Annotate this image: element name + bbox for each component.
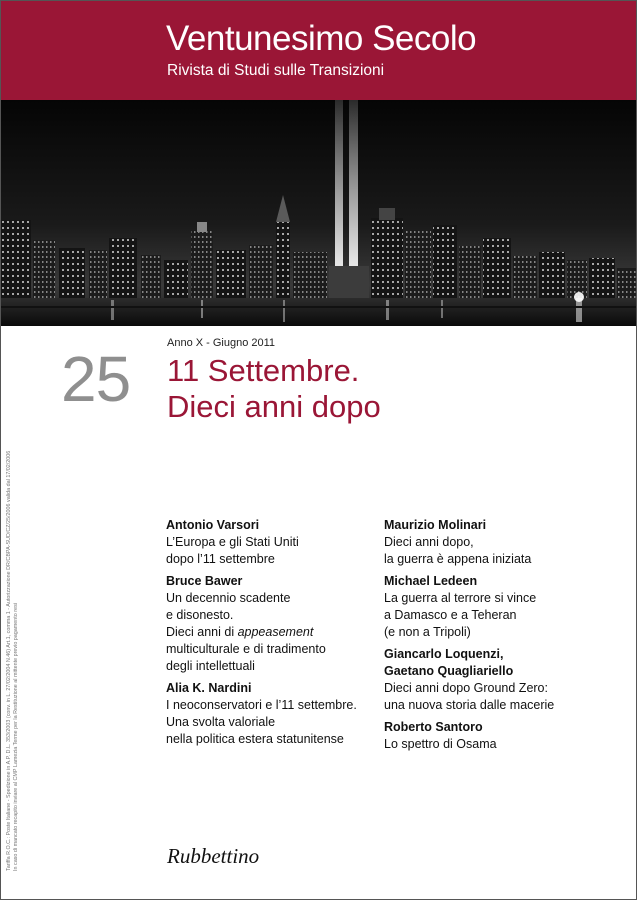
issue-title: [167, 353, 587, 425]
article-entry: [384, 517, 604, 568]
article-title-text: Dieci anni di: [166, 625, 238, 639]
article-title-line: Una svolta valoriale: [166, 715, 276, 729]
article-title-line: Un decennio scadente: [166, 591, 291, 605]
article-title-line: Dieci anni dopo,: [384, 535, 474, 549]
issue-title-line: Dieci anni dopo: [167, 389, 381, 424]
article-title-line: la guerra è appena iniziata: [384, 552, 532, 566]
article-title-line: dopo l’11 settembre: [166, 552, 275, 566]
postal-info-line: Tariffa R.O.C.: Poste Italiane - Spedizione in A.P. D.L. 353/2003 (conv. in L. 27/02/2004 N.46) Art.1, comma 1 - Autorizzazione DR/CBPA-SUD/CZ/25/2006 valida dal 17/02/2006: [6, 450, 12, 871]
article-title-line: nella politica estera statunitense: [166, 732, 344, 746]
issue-date: Anno X - Giugno 2011: [167, 337, 276, 349]
article-title-line: Lo spettro di Osama: [384, 737, 497, 751]
magazine-title: Ventunesimo Secolo: [166, 19, 477, 58]
issue-number: 25: [61, 343, 131, 415]
masthead: [1, 1, 636, 100]
skyline-illustration: [1, 100, 636, 326]
article-author: Gaetano Quagliariello: [384, 664, 514, 678]
light-beam-left: [335, 100, 343, 270]
article-title-line: [166, 624, 376, 641]
article-entry: [166, 573, 376, 675]
article-author: Giancarlo Loquenzi,: [384, 647, 504, 661]
article-author: Alia K. Nardini: [166, 681, 252, 695]
article-author: Michael Ledeen: [384, 574, 478, 588]
magazine-subtitle: Rivista di Studi sulle Transizioni: [167, 62, 385, 79]
publisher-name: Rubbettino: [167, 844, 260, 868]
article-entry: [384, 573, 604, 641]
article-title-line: a Damasco e a Teheran: [384, 608, 517, 622]
article-title-line: I neoconservatori e l’11 settembre.: [166, 698, 357, 712]
article-author: Maurizio Molinari: [384, 518, 487, 532]
postal-info: [6, 331, 20, 871]
article-title-line: L’Europa e gli Stati Uniti: [166, 535, 299, 549]
light-beam-right: [349, 100, 358, 270]
article-title-line: Dieci anni dopo Ground Zero:: [384, 681, 548, 695]
contents-column-left: [166, 517, 376, 753]
article-title-line: una nuova storia dalle macerie: [384, 698, 555, 712]
article-author: Antonio Varsori: [166, 518, 260, 532]
article-author: Roberto Santoro: [384, 720, 483, 734]
article-title-line: La guerra al terrore si vince: [384, 591, 537, 605]
city-skyline-image: [1, 100, 636, 326]
article-title-line: multiculturale e di tradimento: [166, 642, 326, 656]
river-water: [1, 298, 636, 326]
article-title-line: (e non a Tripoli): [384, 625, 471, 639]
article-entry: [384, 646, 604, 714]
postal-info-line: In caso di mancato recapito inviare al CMP Lamezia Terme per la Restituzione al mittente previo pagamento resi: [13, 603, 19, 871]
article-title-italic: appeasement: [237, 625, 314, 639]
article-title-line: degli intellettuali: [166, 659, 255, 673]
contents-column-right: [384, 517, 604, 758]
article-entry: [384, 719, 604, 753]
issue-title-line: 11 Settembre.: [167, 353, 360, 388]
article-entry: [166, 517, 376, 568]
article-entry: [166, 680, 376, 748]
article-author: Bruce Bawer: [166, 574, 243, 588]
article-title-line: e disonesto.: [166, 608, 234, 622]
